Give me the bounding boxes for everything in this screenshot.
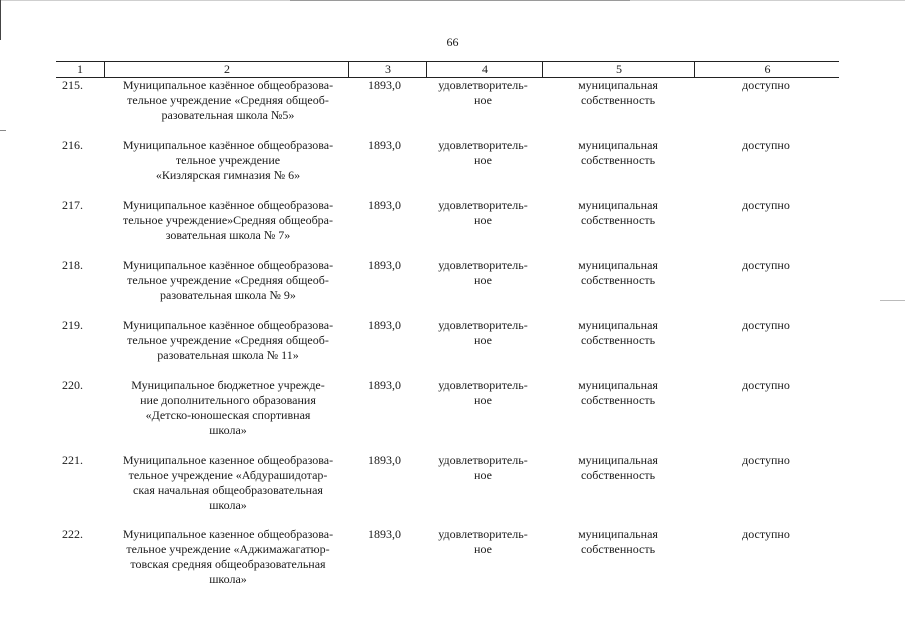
- ownership-line: собственность: [580, 542, 656, 556]
- institution-name-line: школа»: [209, 572, 247, 586]
- header-col-2: 2: [104, 62, 349, 77]
- ownership-line: собственность: [580, 333, 656, 347]
- institution-name: [110, 138, 346, 183]
- condition-value: [428, 527, 538, 557]
- ownership-line: муниципальная: [578, 198, 658, 212]
- institution-name-line: тельное учреждение «Абдурашидотар-: [128, 468, 328, 482]
- condition-line: ное: [474, 153, 492, 167]
- ownership-line: муниципальная: [578, 453, 658, 467]
- ownership-value: [562, 138, 674, 168]
- ownership-value: [562, 318, 674, 348]
- condition-line: ное: [474, 273, 492, 287]
- row-number: 220.: [62, 378, 83, 392]
- table-header: [56, 61, 839, 78]
- row-number: 217.: [62, 198, 83, 212]
- institution-name-line: Муниципальное казённое общеобразова-: [122, 138, 334, 152]
- condition-line: ное: [474, 213, 492, 227]
- institution-name-line: тельное учреждение «Аджимажагатюр-: [126, 542, 330, 556]
- condition-line: удовлетворитель-: [438, 527, 528, 541]
- header-col-4: 4: [426, 62, 543, 77]
- condition-line: удовлетворитель-: [438, 78, 528, 92]
- accessibility-value: доступно: [742, 258, 790, 272]
- area-value: 1893,0: [368, 378, 401, 392]
- institution-name-line: «Детско-юношеская спортивная: [145, 408, 311, 422]
- header-col-5: 5: [542, 62, 695, 77]
- row-number: 222.: [62, 527, 83, 541]
- accessibility-value: доступно: [742, 198, 790, 212]
- institution-name-line: Муниципальное казённое общеобразова-: [122, 198, 334, 212]
- institution-name: [110, 527, 346, 587]
- row-number: 218.: [62, 258, 83, 272]
- page-number: 66: [446, 35, 459, 49]
- institution-name: [110, 453, 346, 513]
- row-number: 215.: [62, 78, 83, 92]
- ownership-line: собственность: [580, 273, 656, 287]
- institution-name-line: Муниципальное казенное общеобразова-: [122, 527, 334, 541]
- ownership-line: собственность: [580, 93, 656, 107]
- scan-mark: [880, 300, 905, 301]
- row-number: 221.: [62, 453, 83, 467]
- condition-value: [428, 378, 538, 408]
- institution-name-line: тельное учреждение «Средняя общеоб-: [127, 333, 329, 347]
- institution-name-line: Муниципальное бюджетное учрежде-: [131, 378, 325, 392]
- condition-line: удовлетворитель-: [438, 258, 528, 272]
- institution-name-line: Муниципальное казённое общеобразова-: [122, 318, 334, 332]
- institution-name-line: тельное учреждение «Средняя общеоб-: [127, 273, 329, 287]
- condition-value: [428, 78, 538, 108]
- ownership-line: муниципальная: [578, 318, 658, 332]
- ownership-value: [562, 78, 674, 108]
- area-value: 1893,0: [368, 78, 401, 92]
- condition-line: удовлетворитель-: [438, 453, 528, 467]
- institution-name-line: Муниципальное казённое общеобразова-: [122, 258, 334, 272]
- institution-name-line: школа»: [209, 498, 247, 512]
- condition-line: удовлетворитель-: [438, 198, 528, 212]
- institution-name: [110, 198, 346, 243]
- scan-top-line: [290, 0, 630, 1]
- institution-name-line: Муниципальное казённое общеобразова-: [122, 78, 334, 92]
- area-value: 1893,0: [368, 198, 401, 212]
- condition-line: ное: [474, 542, 492, 556]
- institution-name-line: товская средняя общеобразовательная: [130, 557, 326, 571]
- institution-name-line: Муниципальное казенное общеобразова-: [122, 453, 334, 467]
- institution-name-line: разовательная школа №5»: [161, 108, 295, 122]
- condition-value: [428, 318, 538, 348]
- condition-value: [428, 138, 538, 168]
- accessibility-value: доступно: [742, 453, 790, 467]
- ownership-line: собственность: [580, 213, 656, 227]
- institution-name-line: ская начальная общеобразовательная: [133, 483, 323, 497]
- area-value: 1893,0: [368, 527, 401, 541]
- institution-name-line: тельное учреждение «Средняя общеоб-: [127, 93, 329, 107]
- area-value: 1893,0: [368, 258, 401, 272]
- ownership-line: муниципальная: [578, 258, 658, 272]
- condition-value: [428, 258, 538, 288]
- condition-line: удовлетворитель-: [438, 138, 528, 152]
- institution-name: [110, 318, 346, 363]
- institution-name-line: тельное учреждение»Средняя общеобра-: [122, 213, 334, 227]
- institution-name-line: тельное учреждение: [175, 153, 281, 167]
- condition-line: ное: [474, 468, 492, 482]
- row-number: 219.: [62, 318, 83, 332]
- accessibility-value: доступно: [742, 138, 790, 152]
- condition-line: ное: [474, 393, 492, 407]
- institution-name-line: «Кизлярская гимназия № 6»: [155, 168, 301, 182]
- ownership-value: [562, 258, 674, 288]
- area-value: 1893,0: [368, 318, 401, 332]
- institution-name: [110, 378, 346, 438]
- institution-name-line: разовательная школа № 9»: [160, 288, 296, 302]
- ownership-line: собственность: [580, 153, 656, 167]
- condition-line: ное: [474, 93, 492, 107]
- condition-value: [428, 198, 538, 228]
- ownership-value: [562, 453, 674, 483]
- condition-line: ное: [474, 333, 492, 347]
- institution-name-line: школа»: [209, 423, 247, 437]
- ownership-line: муниципальная: [578, 378, 658, 392]
- ownership-line: собственность: [580, 468, 656, 482]
- accessibility-value: доступно: [742, 78, 790, 92]
- row-number: 216.: [62, 138, 83, 152]
- institution-name-line: зовательная школа № 7»: [165, 228, 291, 242]
- area-value: 1893,0: [368, 453, 401, 467]
- scan-left-edge: [0, 0, 1, 40]
- ownership-line: муниципальная: [578, 138, 658, 152]
- ownership-value: [562, 527, 674, 557]
- header-col-3: 3: [348, 62, 427, 77]
- ownership-line: собственность: [580, 393, 656, 407]
- ownership-value: [562, 378, 674, 408]
- condition-value: [428, 453, 538, 483]
- institution-name-line: ние дополнительного образования: [140, 393, 316, 407]
- condition-line: удовлетворитель-: [438, 318, 528, 332]
- header-col-6: 6: [694, 62, 840, 77]
- scan-mark: [0, 130, 6, 131]
- accessibility-value: доступно: [742, 318, 790, 332]
- accessibility-value: доступно: [742, 527, 790, 541]
- accessibility-value: доступно: [742, 378, 790, 392]
- header-col-1: 1: [77, 62, 83, 76]
- institution-name: [110, 78, 346, 123]
- institution-name: [110, 258, 346, 303]
- condition-line: удовлетворитель-: [438, 378, 528, 392]
- ownership-line: муниципальная: [578, 527, 658, 541]
- institution-name-line: разовательная школа № 11»: [157, 348, 299, 362]
- area-value: 1893,0: [368, 138, 401, 152]
- ownership-value: [562, 198, 674, 228]
- ownership-line: муниципальная: [578, 78, 658, 92]
